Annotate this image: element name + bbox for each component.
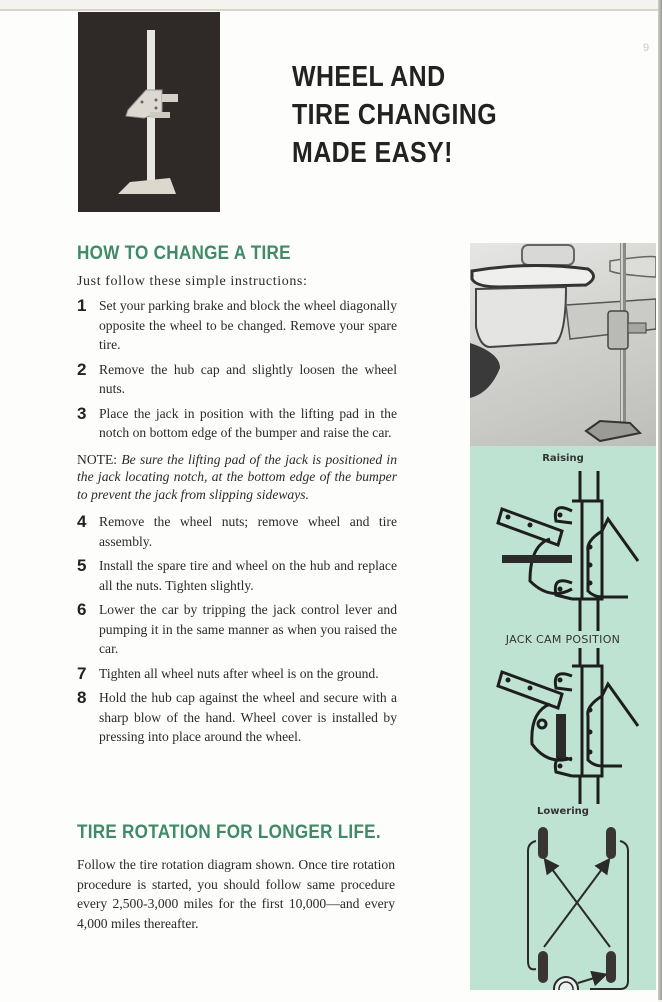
illustration-panel	[470, 243, 656, 990]
title-line-1: WHEEL AND	[292, 61, 446, 93]
jack-photo	[78, 12, 220, 212]
how-to-heading: HOW TO CHANGE A TIRE	[77, 243, 291, 264]
raising-caption: Raising	[542, 453, 584, 464]
steps-list	[77, 296, 397, 752]
lowering-caption: Lowering	[537, 806, 589, 817]
step-text: Tighten all wheel nuts after wheel is on the ground.	[99, 665, 379, 681]
step-text: Lower the car by tripping the jack control lever and pumping it in the same manner as when you raised the car.	[99, 602, 397, 656]
note-label: NOTE:	[77, 451, 118, 467]
step-text: Remove the wheel nuts; remove wheel and tire assembly.	[99, 514, 397, 549]
car-bumper-jack-icon	[470, 243, 656, 446]
step-text: Install the spare tire and wheel on the hub and replace all the nuts. Tighten slightly.	[99, 558, 397, 593]
rotation-text: Follow the tire rotation diagram shown. Once tire rotation procedure is started, you should follow same procedure every 2,500-3,000 miles for the first 10,000—and every 4,000 miles thereafter.	[77, 857, 395, 931]
rotation-heading: TIRE ROTATION FOR LONGER LIFE.	[77, 822, 381, 843]
step-number: 3	[77, 403, 87, 423]
step-7	[77, 664, 397, 684]
title-line-2: TIRE CHANGING	[292, 99, 498, 131]
step-number: 2	[77, 359, 87, 379]
step-text: Place the jack in position with the lifting pad in the notch on bottom edge of the bumper and raise the car.	[99, 405, 397, 440]
step-5	[77, 556, 397, 595]
title-line-3: MADE EASY!	[292, 137, 453, 169]
step-8	[77, 688, 397, 747]
page-number: 9	[643, 42, 650, 54]
step-3	[77, 404, 397, 443]
step-text: Set your parking brake and block the wheel diagonally opposite the wheel to be changed. Remove your spare tire.	[99, 298, 397, 352]
intro-text: Just follow these simple instructions:	[77, 274, 308, 289]
note-text: Be sure the lifting pad of the jack is positioned in the jack locating notch, at the bottom edge of the bumper to prevent the jack from slipping sideways.	[77, 451, 397, 502]
jack-cam-raising-icon	[490, 471, 640, 631]
jack-cam-position-caption: JACK CAM POSITION	[505, 633, 621, 646]
step-number: 6	[77, 600, 87, 619]
step-number: 8	[77, 688, 87, 707]
step-number: 4	[77, 512, 87, 531]
step-4	[77, 512, 397, 551]
bumper-jack-icon	[78, 12, 220, 212]
step-text: Remove the hub cap and slightly loosen the wheel nuts.	[99, 361, 397, 396]
jack-cam-lowering-icon	[490, 648, 640, 808]
raising-photo	[470, 243, 656, 446]
step-number: 1	[77, 296, 87, 315]
tire-rotation-diagram-icon	[470, 821, 656, 990]
step-2	[77, 360, 397, 399]
step-text: Hold the hub cap against the wheel and secure with a sharp blow of the hand. Wheel cover is installed by pressing into place around the wheel.	[99, 690, 397, 744]
step-number: 5	[77, 556, 87, 575]
note	[77, 451, 397, 504]
page-title	[292, 58, 497, 172]
step-6	[77, 600, 397, 659]
step-number: 7	[77, 663, 87, 683]
step-1	[77, 296, 397, 355]
page-edge	[658, 0, 662, 1000]
